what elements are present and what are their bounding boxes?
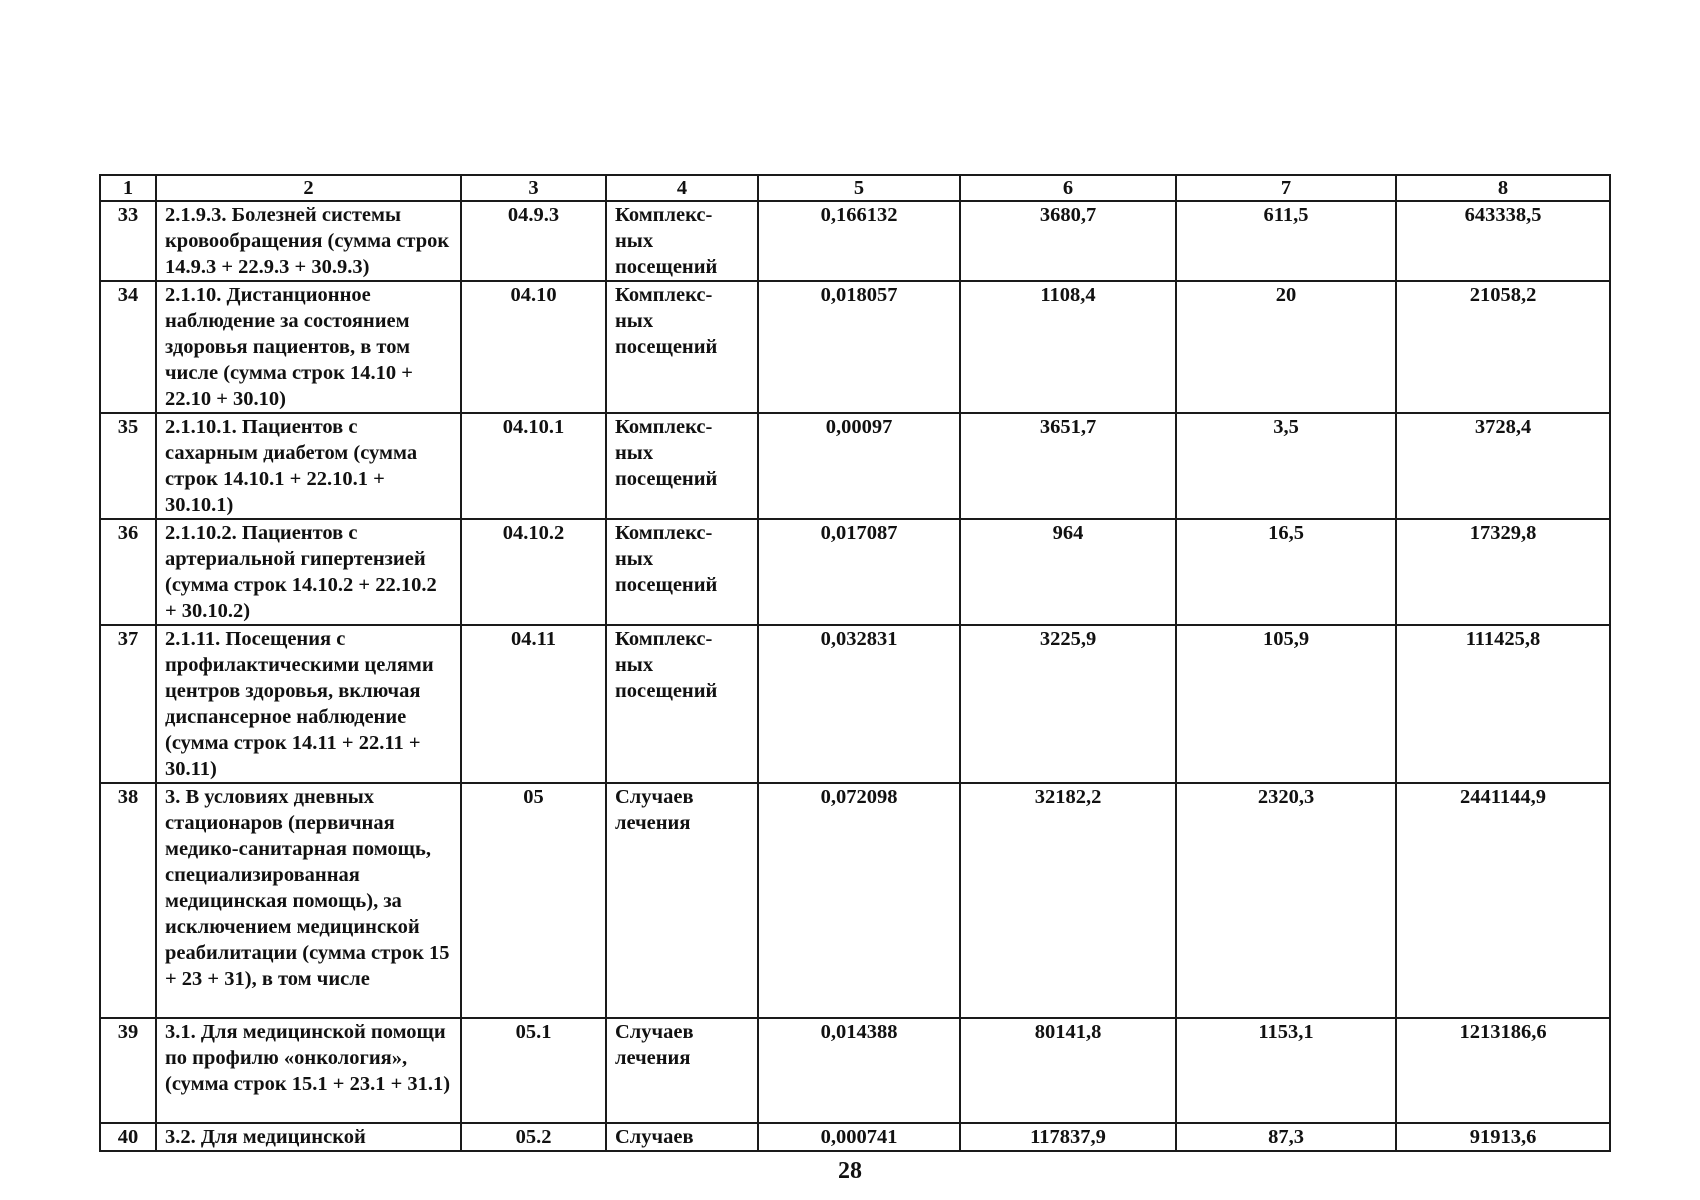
row-number: 39 (100, 1018, 156, 1123)
row-value-5: 0,00097 (758, 413, 960, 519)
table-row (100, 201, 1610, 281)
table-row (100, 519, 1610, 625)
column-header: 6 (960, 175, 1176, 201)
row-value-7: 3,5 (1176, 413, 1396, 519)
table-row (100, 281, 1610, 413)
row-value-8: 2441144,9 (1396, 783, 1610, 1018)
row-name: 2.1.10.1. Пациентов с сахарным диабетом (сумма строк 14.10.1 + 22.10.1 + 30.10.1) (156, 413, 461, 519)
row-value-7: 1153,1 (1176, 1018, 1396, 1123)
column-number-row (100, 175, 1610, 201)
row-number: 37 (100, 625, 156, 783)
row-value-8: 1213186,6 (1396, 1018, 1610, 1123)
row-value-7: 16,5 (1176, 519, 1396, 625)
column-header: 8 (1396, 175, 1610, 201)
row-unit: Комплекс-ных посещений (606, 519, 758, 625)
column-header: 1 (100, 175, 156, 201)
table-row (100, 413, 1610, 519)
data-table (99, 174, 1611, 1152)
row-unit: Комплекс-ных посещений (606, 625, 758, 783)
row-value-6: 3651,7 (960, 413, 1176, 519)
row-code: 04.10.1 (461, 413, 606, 519)
row-value-7: 20 (1176, 281, 1396, 413)
row-value-6: 80141,8 (960, 1018, 1176, 1123)
row-name: 2.1.11. Посещения с профилактическими целями центров здоровья, включая диспансерное наблюдение (сумма строк 14.11 + 22.11 + 30.11) (156, 625, 461, 783)
row-number: 34 (100, 281, 156, 413)
row-value-6: 117837,9 (960, 1123, 1176, 1151)
page-number: 28 (838, 1158, 862, 1184)
row-value-8: 111425,8 (1396, 625, 1610, 783)
column-header: 3 (461, 175, 606, 201)
row-name: 2.1.10.2. Пациентов с артериальной гипертензией (сумма строк 14.10.2 + 22.10.2 + 30.10.2) (156, 519, 461, 625)
row-number: 38 (100, 783, 156, 1018)
table-row (100, 625, 1610, 783)
row-value-6: 3680,7 (960, 201, 1176, 281)
row-code: 05.2 (461, 1123, 606, 1151)
row-value-8: 17329,8 (1396, 519, 1610, 625)
row-value-5: 0,017087 (758, 519, 960, 625)
row-value-6: 32182,2 (960, 783, 1176, 1018)
row-name: 3. В условиях дневных стационаров (первичная медико-санитарная помощь, специализированная медицинская помощь), за исключением медицинской реабилитации (сумма строк 15 + 23 + 31), в том числе (156, 783, 461, 1018)
row-value-6: 964 (960, 519, 1176, 625)
row-value-7: 87,3 (1176, 1123, 1396, 1151)
row-code: 05.1 (461, 1018, 606, 1123)
row-value-6: 1108,4 (960, 281, 1176, 413)
row-number: 40 (100, 1123, 156, 1151)
row-value-5: 0,166132 (758, 201, 960, 281)
row-unit: Случаев (606, 1123, 758, 1151)
row-name: 2.1.9.3. Болезней системы кровообращения (сумма строк 14.9.3 + 22.9.3 + 30.9.3) (156, 201, 461, 281)
row-unit: Случаев лечения (606, 1018, 758, 1123)
row-name: 2.1.10. Дистанционное наблюдение за состоянием здоровья пациентов, в том числе (сумма строк 14.10 + 22.10 + 30.10) (156, 281, 461, 413)
row-code: 04.9.3 (461, 201, 606, 281)
row-name: 3.2. Для медицинской (156, 1123, 461, 1151)
row-unit: Комплекс-ных посещений (606, 201, 758, 281)
row-unit: Комплекс-ных посещений (606, 281, 758, 413)
row-code: 05 (461, 783, 606, 1018)
row-number: 33 (100, 201, 156, 281)
column-header: 5 (758, 175, 960, 201)
row-value-5: 0,072098 (758, 783, 960, 1018)
row-value-8: 3728,4 (1396, 413, 1610, 519)
table-row (100, 1123, 1610, 1151)
column-header: 7 (1176, 175, 1396, 201)
row-value-6: 3225,9 (960, 625, 1176, 783)
row-value-7: 2320,3 (1176, 783, 1396, 1018)
row-code: 04.11 (461, 625, 606, 783)
row-value-8: 21058,2 (1396, 281, 1610, 413)
row-value-5: 0,000741 (758, 1123, 960, 1151)
row-number: 36 (100, 519, 156, 625)
column-header: 2 (156, 175, 461, 201)
row-unit: Комплекс-ных посещений (606, 413, 758, 519)
row-name: 3.1. Для медицинской помощи по профилю «онкология», (сумма строк 15.1 + 23.1 + 31.1) (156, 1018, 461, 1123)
table-row (100, 1018, 1610, 1123)
row-value-7: 611,5 (1176, 201, 1396, 281)
row-value-7: 105,9 (1176, 625, 1396, 783)
table-row (100, 783, 1610, 1018)
row-number: 35 (100, 413, 156, 519)
row-value-8: 91913,6 (1396, 1123, 1610, 1151)
row-code: 04.10 (461, 281, 606, 413)
column-header: 4 (606, 175, 758, 201)
row-value-5: 0,014388 (758, 1018, 960, 1123)
row-value-5: 0,032831 (758, 625, 960, 783)
row-value-5: 0,018057 (758, 281, 960, 413)
row-value-8: 643338,5 (1396, 201, 1610, 281)
row-unit: Случаев лечения (606, 783, 758, 1018)
row-code: 04.10.2 (461, 519, 606, 625)
